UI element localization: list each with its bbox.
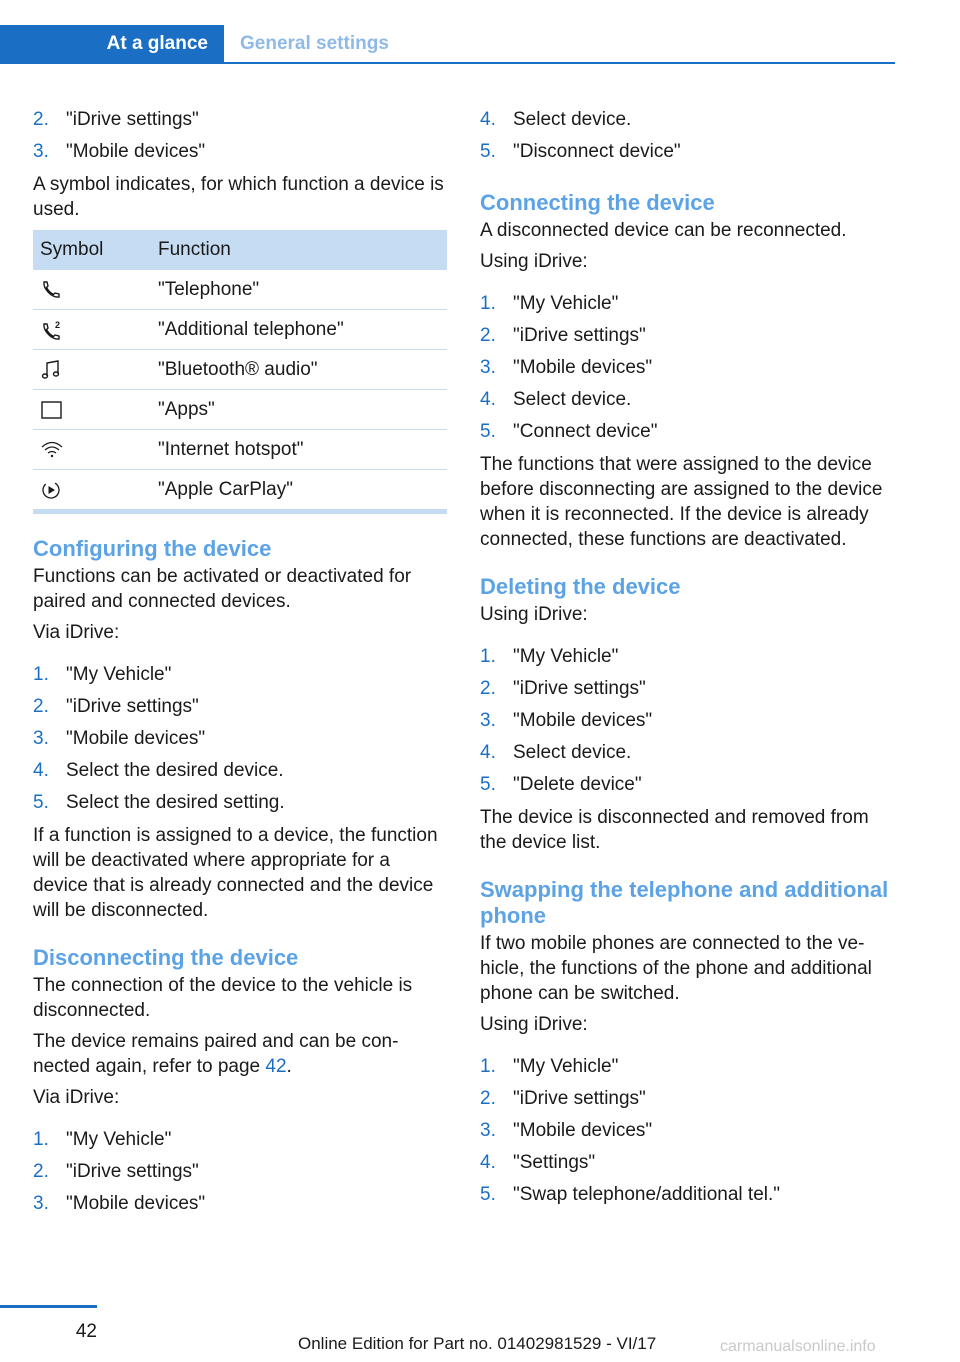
table-row	[33, 470, 447, 510]
function-additional-telephone: "Additional telephone"	[146, 310, 447, 350]
heading-swapping: Swapping the telephone and additional phone	[480, 877, 889, 928]
list-item: 3. "Mobile devices"	[33, 1193, 206, 1214]
paragraph: Via iDrive:	[33, 622, 120, 643]
paragraph: If a function is assigned to a device, the function will be deactivated where appropriate for a device that is already connected and the device will be disconnected.	[33, 825, 438, 921]
additional-telephone-icon	[40, 319, 64, 341]
list-item: 3. "Mobile devices"	[33, 141, 206, 162]
paragraph: A disconnected device can be reconnected.	[480, 220, 847, 241]
heading-deleting: Deleting the device	[480, 574, 681, 599]
steps-list	[33, 1124, 447, 1220]
paragraph: The functions that were assigned to the device before disconnecting are assigned to the device when it is reconnected. If the device is already connected, these functions are deactivated.	[480, 454, 883, 550]
header-function: Function	[146, 230, 447, 270]
header-symbol: Symbol	[33, 230, 146, 270]
list-item: 1. "My Vehicle"	[480, 1056, 619, 1077]
list-item: 4. Select device.	[480, 389, 632, 410]
symbol-table	[33, 230, 447, 509]
table-row	[33, 390, 447, 430]
steps-list-continued	[480, 104, 894, 168]
edition-footer: Online Edition for Part no. 01402981529 - VI/17	[298, 1334, 657, 1353]
paragraph: Using iDrive:	[480, 251, 588, 272]
wifi-icon	[40, 439, 64, 461]
list-item: 1. "My Vehicle"	[480, 293, 619, 314]
tab-at-a-glance[interactable]: At a glance	[0, 25, 224, 62]
list-item: 5. "Disconnect device"	[480, 141, 681, 162]
heading-configuring: Configuring the device	[33, 536, 272, 561]
list-item: 5. "Swap telephone/additional tel."	[480, 1184, 781, 1205]
paragraph: Functions can be activated or deactivated for paired and connected devices.	[33, 566, 412, 612]
function-apps: "Apps"	[146, 390, 447, 430]
steps-list	[33, 659, 447, 819]
watermark: carmanualsonline.info	[720, 1338, 876, 1355]
table-row	[33, 430, 447, 470]
left-column	[33, 104, 447, 1224]
music-note-icon	[40, 359, 62, 381]
steps-list	[480, 288, 894, 448]
table-bottom-rule	[33, 509, 447, 514]
paragraph: Using iDrive:	[480, 604, 588, 625]
steps-list	[480, 641, 894, 801]
table-row	[33, 350, 447, 390]
list-item: 5. Select the desired setting.	[33, 792, 285, 813]
list-item: 2. "iDrive settings"	[480, 1088, 646, 1109]
paragraph: The device is disconnected and removed from the device list.	[480, 807, 869, 853]
right-column	[480, 104, 894, 1215]
paragraph: The connection of the device to the vehicle is disconnected.	[33, 975, 413, 1021]
list-item: 1. "My Vehicle"	[33, 1129, 172, 1150]
list-item: 2. "iDrive settings"	[33, 1161, 199, 1182]
table-header-row	[33, 230, 447, 270]
list-item: 5. "Delete device"	[480, 774, 642, 795]
svg-text:2: 2	[55, 319, 61, 330]
apps-icon	[40, 399, 64, 421]
steps-list-continued	[33, 104, 447, 168]
list-item: 1. "My Vehicle"	[480, 646, 619, 667]
heading-disconnecting: Disconnecting the device	[33, 945, 299, 970]
list-item: 2. "iDrive settings"	[480, 678, 646, 699]
list-item: 4. Select device.	[480, 742, 632, 763]
list-item: 4. Select device.	[480, 109, 632, 130]
list-item: 3. "Mobile devices"	[480, 1120, 653, 1141]
function-bluetooth-audio: "Bluetooth® audio"	[146, 350, 447, 390]
function-internet-hotspot: "Internet hotspot"	[146, 430, 447, 470]
list-item: 2. "iDrive settings"	[33, 109, 199, 130]
function-telephone: "Telephone"	[146, 270, 447, 310]
paragraph: If two mobile phones are connected to the vehicle, the functions of the phone and additional phone can be switched.	[480, 933, 872, 1004]
telephone-icon	[40, 279, 62, 301]
list-item: 1. "My Vehicle"	[33, 664, 172, 685]
heading-connecting: Connecting the device	[480, 190, 715, 215]
function-apple-carplay: "Apple CarPlay"	[158, 478, 293, 500]
paragraph: The device remains paired and can be connected again, refer to page 42.	[33, 1031, 399, 1077]
header-tabs	[0, 25, 895, 64]
list-item: 2. "iDrive settings"	[33, 696, 199, 717]
steps-list	[480, 1051, 894, 1211]
table-row	[33, 310, 447, 350]
paragraph: Via iDrive:	[33, 1087, 120, 1108]
list-item: 3. "Mobile devices"	[480, 357, 653, 378]
list-item: 3. "Mobile devices"	[33, 728, 206, 749]
carplay-icon	[40, 479, 62, 501]
tab-general-settings[interactable]: General settings	[240, 33, 389, 54]
page-link[interactable]: 42	[265, 1056, 287, 1077]
page-number: 42	[0, 1305, 97, 1343]
list-item: 3. "Mobile devices"	[480, 710, 653, 731]
list-item: 4. Select the desired device.	[33, 760, 284, 781]
paragraph: Using iDrive:	[480, 1014, 588, 1035]
list-item: 4. "Settings"	[480, 1152, 596, 1173]
list-item: 2. "iDrive settings"	[480, 325, 646, 346]
list-item: 5. "Connect device"	[480, 421, 658, 442]
symbol-intro: A symbol indicates, for which function a device is used.	[33, 174, 444, 220]
table-row	[33, 270, 447, 310]
